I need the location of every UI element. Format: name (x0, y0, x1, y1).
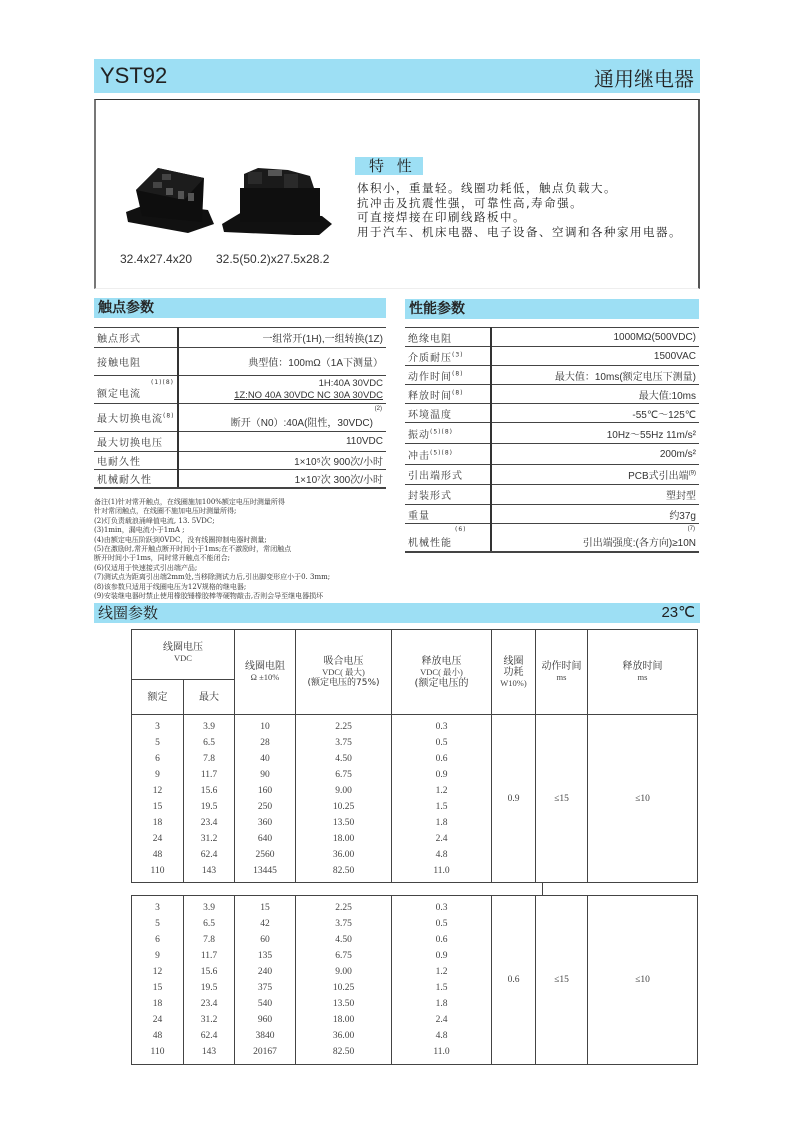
feature-line: 抗冲击及抗震性强，可靠性高,寿命强。 (357, 195, 584, 210)
divider-tick (542, 883, 543, 895)
col-rated (132, 896, 184, 1065)
col-header-max: 最大 (184, 680, 235, 715)
cell-value: 48 (152, 849, 163, 860)
cell-value: 36.00 (332, 849, 355, 860)
spec-row (405, 404, 699, 423)
cell-value: 0.3 (435, 721, 448, 732)
footnote-ref: (8) (452, 370, 464, 378)
cell-value: 240 (257, 967, 273, 977)
cell-value: 6 (155, 935, 160, 945)
spec-key: 机械耐久性 (94, 470, 178, 488)
cell-value: 13445 (253, 865, 277, 876)
cell-value: 13.50 (332, 999, 355, 1009)
cell-value: 28 (260, 737, 270, 748)
footnote-ref: (5)(8) (430, 428, 453, 436)
cell-value: 143 (201, 1047, 217, 1057)
coil-table-1 (131, 629, 698, 883)
spec-key: 引出端形式 (405, 465, 491, 485)
cell-value: 360 (257, 817, 273, 828)
cell-value: 9.00 (335, 785, 352, 796)
operate-time: ≤15 (536, 896, 588, 1065)
spec-row (405, 524, 699, 552)
cell-value: 18.00 (332, 1015, 355, 1025)
cell-value: 6.5 (203, 919, 215, 929)
cell-value: 24 (152, 1015, 163, 1025)
cell-value: 11.0 (433, 1047, 450, 1057)
cell-value: 6.75 (335, 769, 352, 780)
cell-value: 4.8 (435, 1031, 448, 1041)
spec-row (405, 347, 699, 366)
footnote-ref: (1)(8) (151, 379, 174, 386)
spec-value: 最大值:10ms (491, 385, 699, 404)
relay-image-2 (218, 160, 336, 235)
spec-key: 封装形式 (405, 485, 491, 505)
footnote: (7)测试点为距离引出端2mm处,当移除测试力后,引出脚变形应小于0. 3mm; (94, 573, 331, 582)
cell-value: 23.4 (200, 999, 218, 1009)
cell-value: 160 (257, 785, 273, 796)
spec-key: 释放时间 (408, 390, 452, 402)
coil-power: 0.9 (492, 715, 536, 883)
dimension-2: 32.5(50.2)x27.5x28.2 (216, 252, 330, 266)
cell-value: 18 (152, 999, 163, 1009)
spec-key: 绝缘电阻 (405, 328, 491, 347)
cell-value: 18 (152, 817, 163, 828)
cell-value: 15 (152, 983, 163, 993)
spec-key: 冲击 (408, 450, 430, 462)
cell-value: 375 (257, 983, 273, 993)
operate-time: ≤15 (536, 715, 588, 883)
col-max (184, 896, 235, 1065)
cell-value: 3.9 (203, 903, 215, 913)
spec-row (94, 376, 386, 404)
cell-value: 19.5 (200, 801, 218, 812)
spec-value: 引出端强度:(各方向)≥10N (582, 537, 696, 549)
feature-line: 用于汽车、机床电器、电子设备、空调和各种家用电器。 (357, 224, 682, 239)
spec-row (405, 505, 699, 524)
spec-value: 110VDC (178, 432, 386, 452)
cell-value: 15.6 (200, 785, 218, 796)
cell-value: 24 (152, 833, 163, 844)
spec-row (94, 328, 386, 348)
cell-value: 18.00 (332, 833, 355, 844)
spec-value: 1H:40A 30VDC (318, 377, 383, 389)
col-rated (132, 715, 184, 883)
col-pickup (296, 715, 392, 883)
footnote: 针对常闭触点，在线圈不施加电压时测量所得; (94, 507, 237, 516)
spec-value: PCB式引出端 (628, 471, 689, 482)
spec-value: 1500VAC (491, 347, 699, 366)
spec-value: 最大值：10ms(额定电压下测量) (491, 366, 699, 385)
spec-key: 额定电流 (97, 389, 141, 400)
cell-value: 23.4 (200, 817, 218, 828)
col-header-operate-time: 动作时间 ms (536, 630, 588, 715)
cell-value: 9.00 (335, 967, 352, 977)
contact-table (94, 327, 386, 489)
cell-value: 1.5 (435, 801, 448, 812)
spec-value: 断开（N0）:40A(阻性，30VDC) (230, 418, 373, 429)
spec-key: 最大切换电压 (94, 432, 178, 452)
spec-row (94, 470, 386, 488)
cell-value: 2.25 (335, 721, 352, 732)
col-release (392, 715, 492, 883)
col-header-pickup: 吸合电压 VDC( 最大) (额定电压的75%) (296, 630, 392, 715)
cell-value: 12 (152, 967, 163, 977)
cell-value: 640 (257, 833, 273, 844)
performance-section-title: 性能参数 (405, 299, 699, 319)
cell-value: 4.8 (435, 849, 448, 860)
spec-row (94, 432, 386, 452)
cell-value: 1.8 (435, 999, 448, 1009)
spec-row (94, 452, 386, 470)
col-header-resistance: 线圈电阻 Ω ±10% (235, 630, 296, 715)
coil-power: 0.6 (492, 896, 536, 1065)
cell-value: 0.5 (435, 919, 448, 929)
cell-value: 2.25 (335, 903, 352, 913)
coil-data-row (132, 715, 698, 883)
coil-temperature: 23℃ (661, 604, 695, 621)
cell-value: 2.4 (435, 1015, 448, 1025)
col-resistance (235, 896, 296, 1065)
footnote: 断开时间小于1ms，同时常开触点不能闭合; (94, 554, 231, 563)
cell-value: 0.5 (435, 737, 448, 748)
spec-value: 约37g (491, 505, 699, 524)
footnote-ref: (5)(8) (430, 449, 453, 457)
title-bar (94, 59, 700, 93)
spec-key: 触点形式 (94, 328, 178, 348)
spec-row (405, 444, 699, 465)
cell-value: 2.4 (435, 833, 448, 844)
release-time: ≤10 (588, 896, 698, 1065)
dimension-1: 32.4x27.4x20 (120, 252, 193, 266)
cell-value: 6.5 (203, 737, 215, 748)
cell-value: 6.75 (335, 951, 352, 961)
cell-value: 4.50 (335, 753, 352, 764)
col-pickup (296, 896, 392, 1065)
footnote-ref: (2) (374, 406, 382, 412)
cell-value: 0.6 (435, 753, 448, 764)
spec-key: 振动 (408, 429, 430, 441)
cell-value: 1.8 (435, 817, 448, 828)
spec-value: 1000MΩ(500VDC) (491, 328, 699, 347)
cell-value: 40 (260, 753, 270, 764)
spec-key: 环境温度 (405, 404, 491, 423)
cell-value: 60 (260, 935, 270, 945)
cell-value: 7.8 (203, 753, 215, 764)
cell-value: 0.9 (435, 951, 448, 961)
cell-value: 1.5 (435, 983, 448, 993)
cell-value: 82.50 (332, 1047, 355, 1057)
col-header-power: 线圈功耗 W10%) (492, 630, 536, 715)
spec-value: 10Hz～55Hz 11m/s² (491, 423, 699, 444)
spec-row (405, 385, 699, 404)
cell-value: 10 (260, 721, 270, 732)
spec-value: 1×10⁵次 900次/小时 (178, 452, 386, 470)
col-max (184, 715, 235, 883)
spec-row (405, 423, 699, 444)
spec-value: 典型值：100mΩ（1A下测量） (178, 348, 386, 376)
col-header-release: 释放电压 VDC( 最小) (额定电压的 (392, 630, 492, 715)
col-header-release-time: 释放时间 ms (588, 630, 698, 715)
cell-value: 82.50 (332, 865, 355, 876)
spec-row (94, 348, 386, 376)
footnote: (4)由额定电压阶跃到0VDC，没有线圈抑制电器时测量; (94, 535, 267, 544)
footnote: 备注(1)针对常开触点，在线圈施加100%额定电压时测量所得 (94, 498, 285, 506)
spec-value: 1×10⁷次 300次/小时 (178, 470, 386, 488)
spec-key: 介质耐压 (408, 352, 452, 364)
spec-key: 重量 (405, 505, 491, 524)
cell-value: 4.50 (335, 935, 352, 945)
cell-value: 5 (155, 919, 160, 929)
features-list (357, 181, 682, 239)
coil-data-row (132, 896, 698, 1065)
cell-value: 11.0 (433, 865, 450, 876)
feature-line: 体积小，重量轻。线圈功耗低，触点负载大。 (357, 181, 617, 195)
col-header-rated: 额定 (132, 680, 184, 715)
cell-value: 10.25 (332, 801, 355, 812)
cell-value: 62.4 (200, 849, 218, 860)
spec-key: 机械性能 (408, 537, 452, 549)
cell-value: 110 (150, 865, 165, 876)
feature-line: 可直接焊接在印刷线路板中。 (357, 210, 526, 224)
footnote: (8)该参数只适用于线圈电压为12V规格的继电器; (94, 582, 247, 591)
footnote-ref: (8) (163, 412, 175, 420)
footnote-ref: (8) (452, 389, 464, 397)
cell-value: 9 (155, 951, 160, 961)
footnote: (6)仅适用于快速接式引出端产品; (94, 563, 198, 572)
cell-value: 3 (155, 903, 160, 913)
spec-row (405, 485, 699, 505)
cell-value: 20167 (253, 1047, 277, 1057)
cell-value: 36.00 (332, 1031, 355, 1041)
cell-value: 48 (152, 1031, 163, 1041)
footnote: (9)安装继电器时禁止使用橡胶锤橡胶棒等硬物敲击,否则会导至继电器损坏 (94, 591, 324, 600)
footnote: (3)1min，漏电流小于1mA ; (94, 526, 185, 535)
cell-value: 15 (152, 801, 163, 812)
cell-value: 0.9 (435, 769, 448, 780)
cell-value: 15 (260, 903, 270, 913)
cell-value: 3.9 (203, 721, 215, 732)
cell-value: 31.2 (200, 1015, 218, 1025)
cell-value: 3840 (255, 1031, 275, 1041)
cell-value: 10.25 (332, 983, 355, 993)
cell-value: 9 (155, 769, 160, 780)
cell-value: 110 (150, 1047, 165, 1057)
spec-row (405, 465, 699, 485)
spec-value: 200m/s² (491, 444, 699, 465)
cell-value: 15.6 (200, 967, 218, 977)
cell-value: 42 (260, 919, 270, 929)
cell-value: 2560 (255, 849, 275, 860)
footnote: (2)灯负责载浪涌峰值电流, 13. 5VDC; (94, 516, 215, 525)
cell-value: 960 (257, 1015, 273, 1025)
footnote-ref: (6) (455, 526, 467, 533)
cell-value: 31.2 (200, 833, 218, 844)
footnotes (94, 498, 394, 601)
product-category: 通用继电器 (594, 67, 694, 91)
col-resistance (235, 715, 296, 883)
spec-value: 一组常开(1H),一组转换(1Z) (178, 328, 386, 348)
cell-value: 19.5 (200, 983, 218, 993)
spec-value-2: 1Z:NO 40A 30VDC NC 30A 30VDC (234, 389, 383, 401)
cell-value: 11.7 (200, 951, 218, 961)
features-label: 特 性 (355, 157, 423, 175)
footnote-ref: (9) (688, 470, 696, 477)
spec-key: 动作时间 (408, 371, 452, 383)
cell-value: 0.3 (435, 903, 448, 913)
cell-value: 90 (260, 769, 270, 780)
spec-value: -55℃～125℃ (491, 404, 699, 423)
coil-section-title (94, 603, 700, 623)
cell-value: 1.2 (435, 967, 448, 977)
relay-image-1 (118, 160, 218, 235)
cell-value: 3.75 (335, 919, 352, 929)
cell-value: 135 (257, 951, 273, 961)
spec-row (94, 404, 386, 432)
coil-table-2 (131, 895, 698, 1065)
cell-value: 143 (201, 865, 217, 876)
spec-row (405, 366, 699, 385)
spec-row (405, 328, 699, 347)
cell-value: 5 (155, 737, 160, 748)
cell-value: 12 (152, 785, 163, 796)
footnote: (5)在激励时,常开触点断开时间小于1ms;在不激励时，常闭触点 (94, 544, 292, 553)
cell-value: 3 (155, 721, 160, 732)
col-release (392, 896, 492, 1065)
coil-title: 线圈参数 (98, 604, 159, 622)
cell-value: 6 (155, 753, 160, 764)
cell-value: 1.2 (435, 785, 448, 796)
col-header-voltage: 线圈电压 VDC (132, 630, 235, 680)
footnote-ref: (3) (452, 351, 464, 359)
cell-value: 13.50 (332, 817, 355, 828)
contact-section-title: 触点参数 (94, 298, 386, 318)
cell-value: 62.4 (200, 1031, 218, 1041)
cell-value: 540 (257, 999, 273, 1009)
spec-key: 电耐久性 (94, 452, 178, 470)
cell-value: 11.7 (200, 769, 218, 780)
release-time: ≤10 (588, 715, 698, 883)
cell-value: 0.6 (435, 935, 448, 945)
spec-key: 最大切换电流 (97, 414, 163, 425)
footnote-ref: (7) (687, 526, 695, 532)
performance-table (405, 327, 699, 553)
model-name: YST92 (100, 63, 168, 88)
spec-value: 塑封型 (491, 485, 699, 505)
spec-key: 接触电阻 (94, 348, 178, 376)
cell-value: 3.75 (335, 737, 352, 748)
cell-value: 250 (257, 801, 273, 812)
cell-value: 7.8 (203, 935, 215, 945)
